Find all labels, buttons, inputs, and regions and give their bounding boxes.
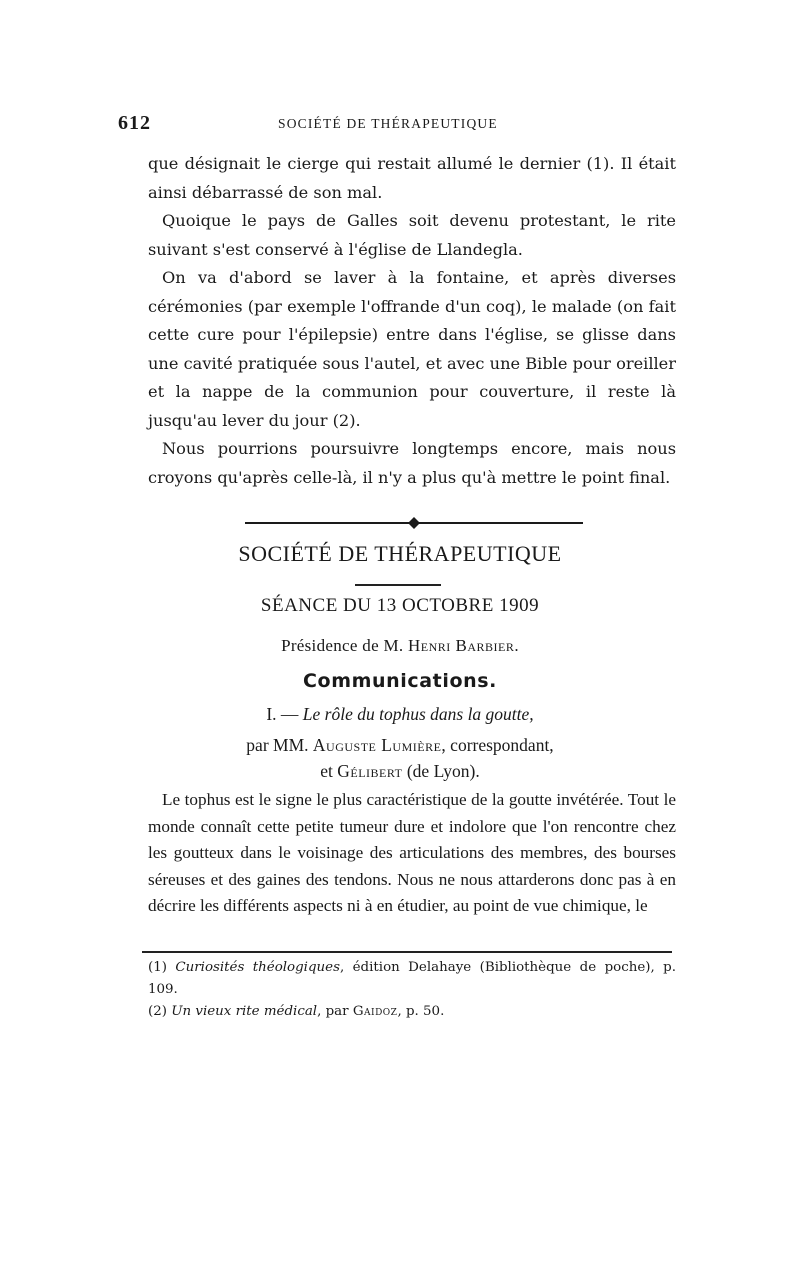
paragraph: Quoique le pays de Galles soit devenu protestant, le rite suivant s'est conservé à l'église de Llandegla.: [148, 211, 676, 259]
paragraph: que désignait le cierge qui restait allumé le dernier (1). Il était ainsi débarrassé de son mal.: [148, 154, 676, 202]
authors-et: et: [320, 761, 338, 781]
author1-role: , correspondant,: [441, 735, 554, 755]
author2-place: (de Lyon).: [402, 761, 480, 781]
footnote-1: [136, 957, 676, 1001]
author-gelibert: Gélibert: [337, 761, 403, 781]
presidence-suffix: .: [514, 636, 519, 655]
authors-line-2: [0, 761, 800, 782]
article-title-line: [0, 704, 800, 725]
footnote-rule: [142, 951, 672, 953]
communications-heading: Communications.: [303, 670, 497, 692]
authors-par: par MM.: [246, 735, 313, 755]
footnote-2-title: Un vieux rite médical: [171, 1004, 318, 1019]
page-number: 612: [118, 112, 151, 134]
article-title: Le rôle du tophus dans la goutte,: [302, 704, 534, 724]
presidence-line: [0, 636, 800, 656]
footnote-1-marker: (1): [148, 960, 176, 975]
authors-line-1: [0, 735, 800, 756]
footnote-2-author: Gaidoz: [352, 1004, 398, 1019]
footnote-1-rest: , édition Delahaye (Bibliothèque de poche), p. 109.: [148, 960, 676, 997]
running-title: SOCIÉTÉ DE THÉRAPEUTIQUE: [278, 116, 498, 131]
paragraph: On va d'abord se laver à la fontaine, et après diverses cérémonies (par exemple l'offrande d'un coq), le malade (on fait cette cure pour l'épilepsie) entre dans l'église, se glisse dans une cavité pratiquée sous l'autel, et avec une Bible pour oreiller et la nappe de la communion pour couverture, il reste là jusqu'au lever du jour (2).: [148, 268, 676, 430]
author-lumiere: Auguste Lumière: [312, 735, 442, 755]
paragraph: Nous pourrions poursuivre longtemps encore, mais nous croyons qu'après celle-là, il n'y a plus qu'à mettre le point final.: [148, 439, 676, 487]
short-rule: [355, 584, 441, 586]
section-divider-ornament: [245, 514, 583, 532]
article-number: I. —: [266, 704, 303, 724]
society-title: SOCIÉTÉ DE THÉRAPEUTIQUE: [238, 541, 562, 566]
paragraph: Le tophus est le signe le plus caractéristique de la goutte invétérée. Tout le monde connaît cette petite tumeur dure et indolore que l'on rencontre chez les goutteux dans le voisinage des articulations des membres, des bourses séreuses et des gaines des tendons. Nous ne nous attarderons donc pas à en décrire les différents aspects ni à en étudier, au point de vue chimique, le: [148, 790, 676, 915]
president-name: Henri Barbier: [407, 636, 515, 655]
footnote-2: [136, 1001, 676, 1023]
seance-date: SÉANCE DU 13 OCTOBRE 1909: [260, 595, 540, 616]
footnote-2-prefix: , par: [317, 1004, 353, 1019]
running-head: [118, 112, 678, 136]
footnote-2-marker: (2): [148, 1004, 172, 1019]
footnote-1-title: Curiosités théologiques: [175, 960, 340, 975]
article-text: [148, 787, 676, 920]
continuation-text: [148, 150, 676, 492]
footnotes: [136, 957, 676, 1023]
footnote-2-suffix: , p. 50.: [397, 1004, 445, 1019]
presidence-prefix: Présidence de M.: [281, 636, 408, 655]
